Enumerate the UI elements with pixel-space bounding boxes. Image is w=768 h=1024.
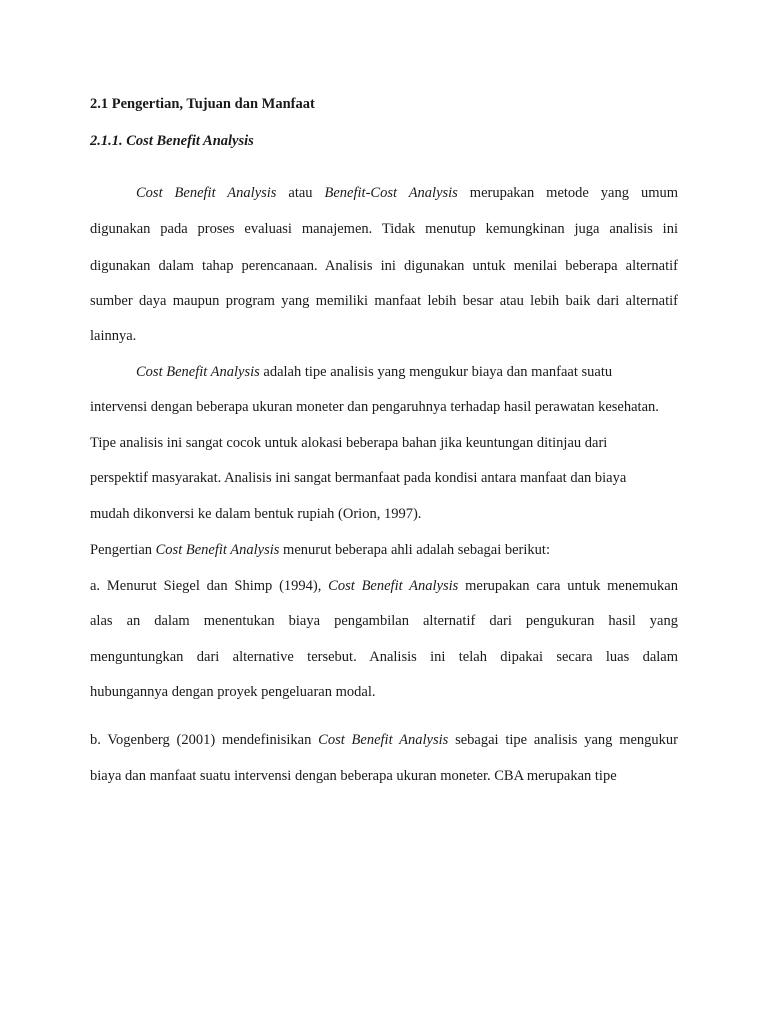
paragraph-1-line-5: lainnya. xyxy=(90,328,137,344)
term-cba: Cost Benefit Analysis xyxy=(136,185,277,201)
item-a-line-2: alas an dalam menentukan biaya pengambilan alternatif dari pengukuran hasil yang xyxy=(90,613,678,629)
paragraph-1-line-1 xyxy=(136,184,678,202)
text-span: merupakan cara untuk menemukan xyxy=(458,578,678,594)
text-span: b. Vogenberg (2001) mendefinisikan xyxy=(90,732,319,748)
subsection-heading: 2.1.1. Cost Benefit Analysis xyxy=(90,133,254,149)
paragraph-3 xyxy=(90,541,678,559)
paragraph-2-line-4: perspektif masyarakat. Analisis ini sangat bermanfaat pada kondisi antara manfaat dan biaya xyxy=(90,470,627,486)
item-b-line-1 xyxy=(90,731,678,749)
paragraph-2-line-3: Tipe analisis ini sangat cocok untuk alokasi beberapa bahan jika keuntungan ditinjau dari xyxy=(90,435,608,451)
paragraph-1-line-4: sumber daya maupun program yang memiliki manfaat lebih besar atau lebih baik dari alternatif xyxy=(90,293,678,309)
text-span: adalah tipe analisis yang mengukur biaya dan manfaat suatu xyxy=(259,364,613,380)
term-cba: Cost Benefit Analysis xyxy=(328,578,459,594)
item-a-line-4: hubungannya dengan proyek pengeluaran modal. xyxy=(90,684,376,700)
text-span: merupakan metode yang umum xyxy=(457,185,678,201)
item-a-line-1 xyxy=(90,577,678,595)
paragraph-1-line-2: digunakan pada proses evaluasi manajemen. Tidak menutup kemungkinan juga analisis ini xyxy=(90,221,678,237)
text-span: sebagai tipe analisis yang mengukur xyxy=(448,732,678,748)
term-bca: Benefit-Cost Analysis xyxy=(324,185,458,201)
item-b-line-2: biaya dan manfaat suatu intervensi dengan beberapa ukuran moneter. CBA merupakan tipe xyxy=(90,768,617,784)
text-span: menurut beberapa ahli adalah sebagai berikut: xyxy=(279,542,550,558)
term-cba: Cost Benefit Analysis xyxy=(318,732,449,748)
paragraph-1-line-3: digunakan dalam tahap perencanaan. Analisis ini digunakan untuk menilai beberapa alternatif xyxy=(90,258,678,274)
term-cba: Cost Benefit Analysis xyxy=(136,364,260,380)
paragraph-2-line-2: intervensi dengan beberapa ukuran moneter dan pengaruhnya terhadap hasil perawatan kesehatan. xyxy=(90,399,659,415)
paragraph-2-line-5: mudah dikonversi ke dalam bentuk rupiah (Orion, 1997). xyxy=(90,506,422,522)
text-span: a. Menurut Siegel dan Shimp (1994), xyxy=(90,578,329,594)
item-a-line-3: menguntungkan dari alternative tersebut. Analisis ini telah dipakai secara luas dalam xyxy=(90,649,678,665)
section-heading: 2.1 Pengertian, Tujuan dan Manfaat xyxy=(90,96,315,112)
term-cba: Cost Benefit Analysis xyxy=(155,542,280,558)
text-span: atau xyxy=(276,185,325,201)
text-span: Pengertian xyxy=(90,542,156,558)
paragraph-2-line-1 xyxy=(136,363,678,381)
